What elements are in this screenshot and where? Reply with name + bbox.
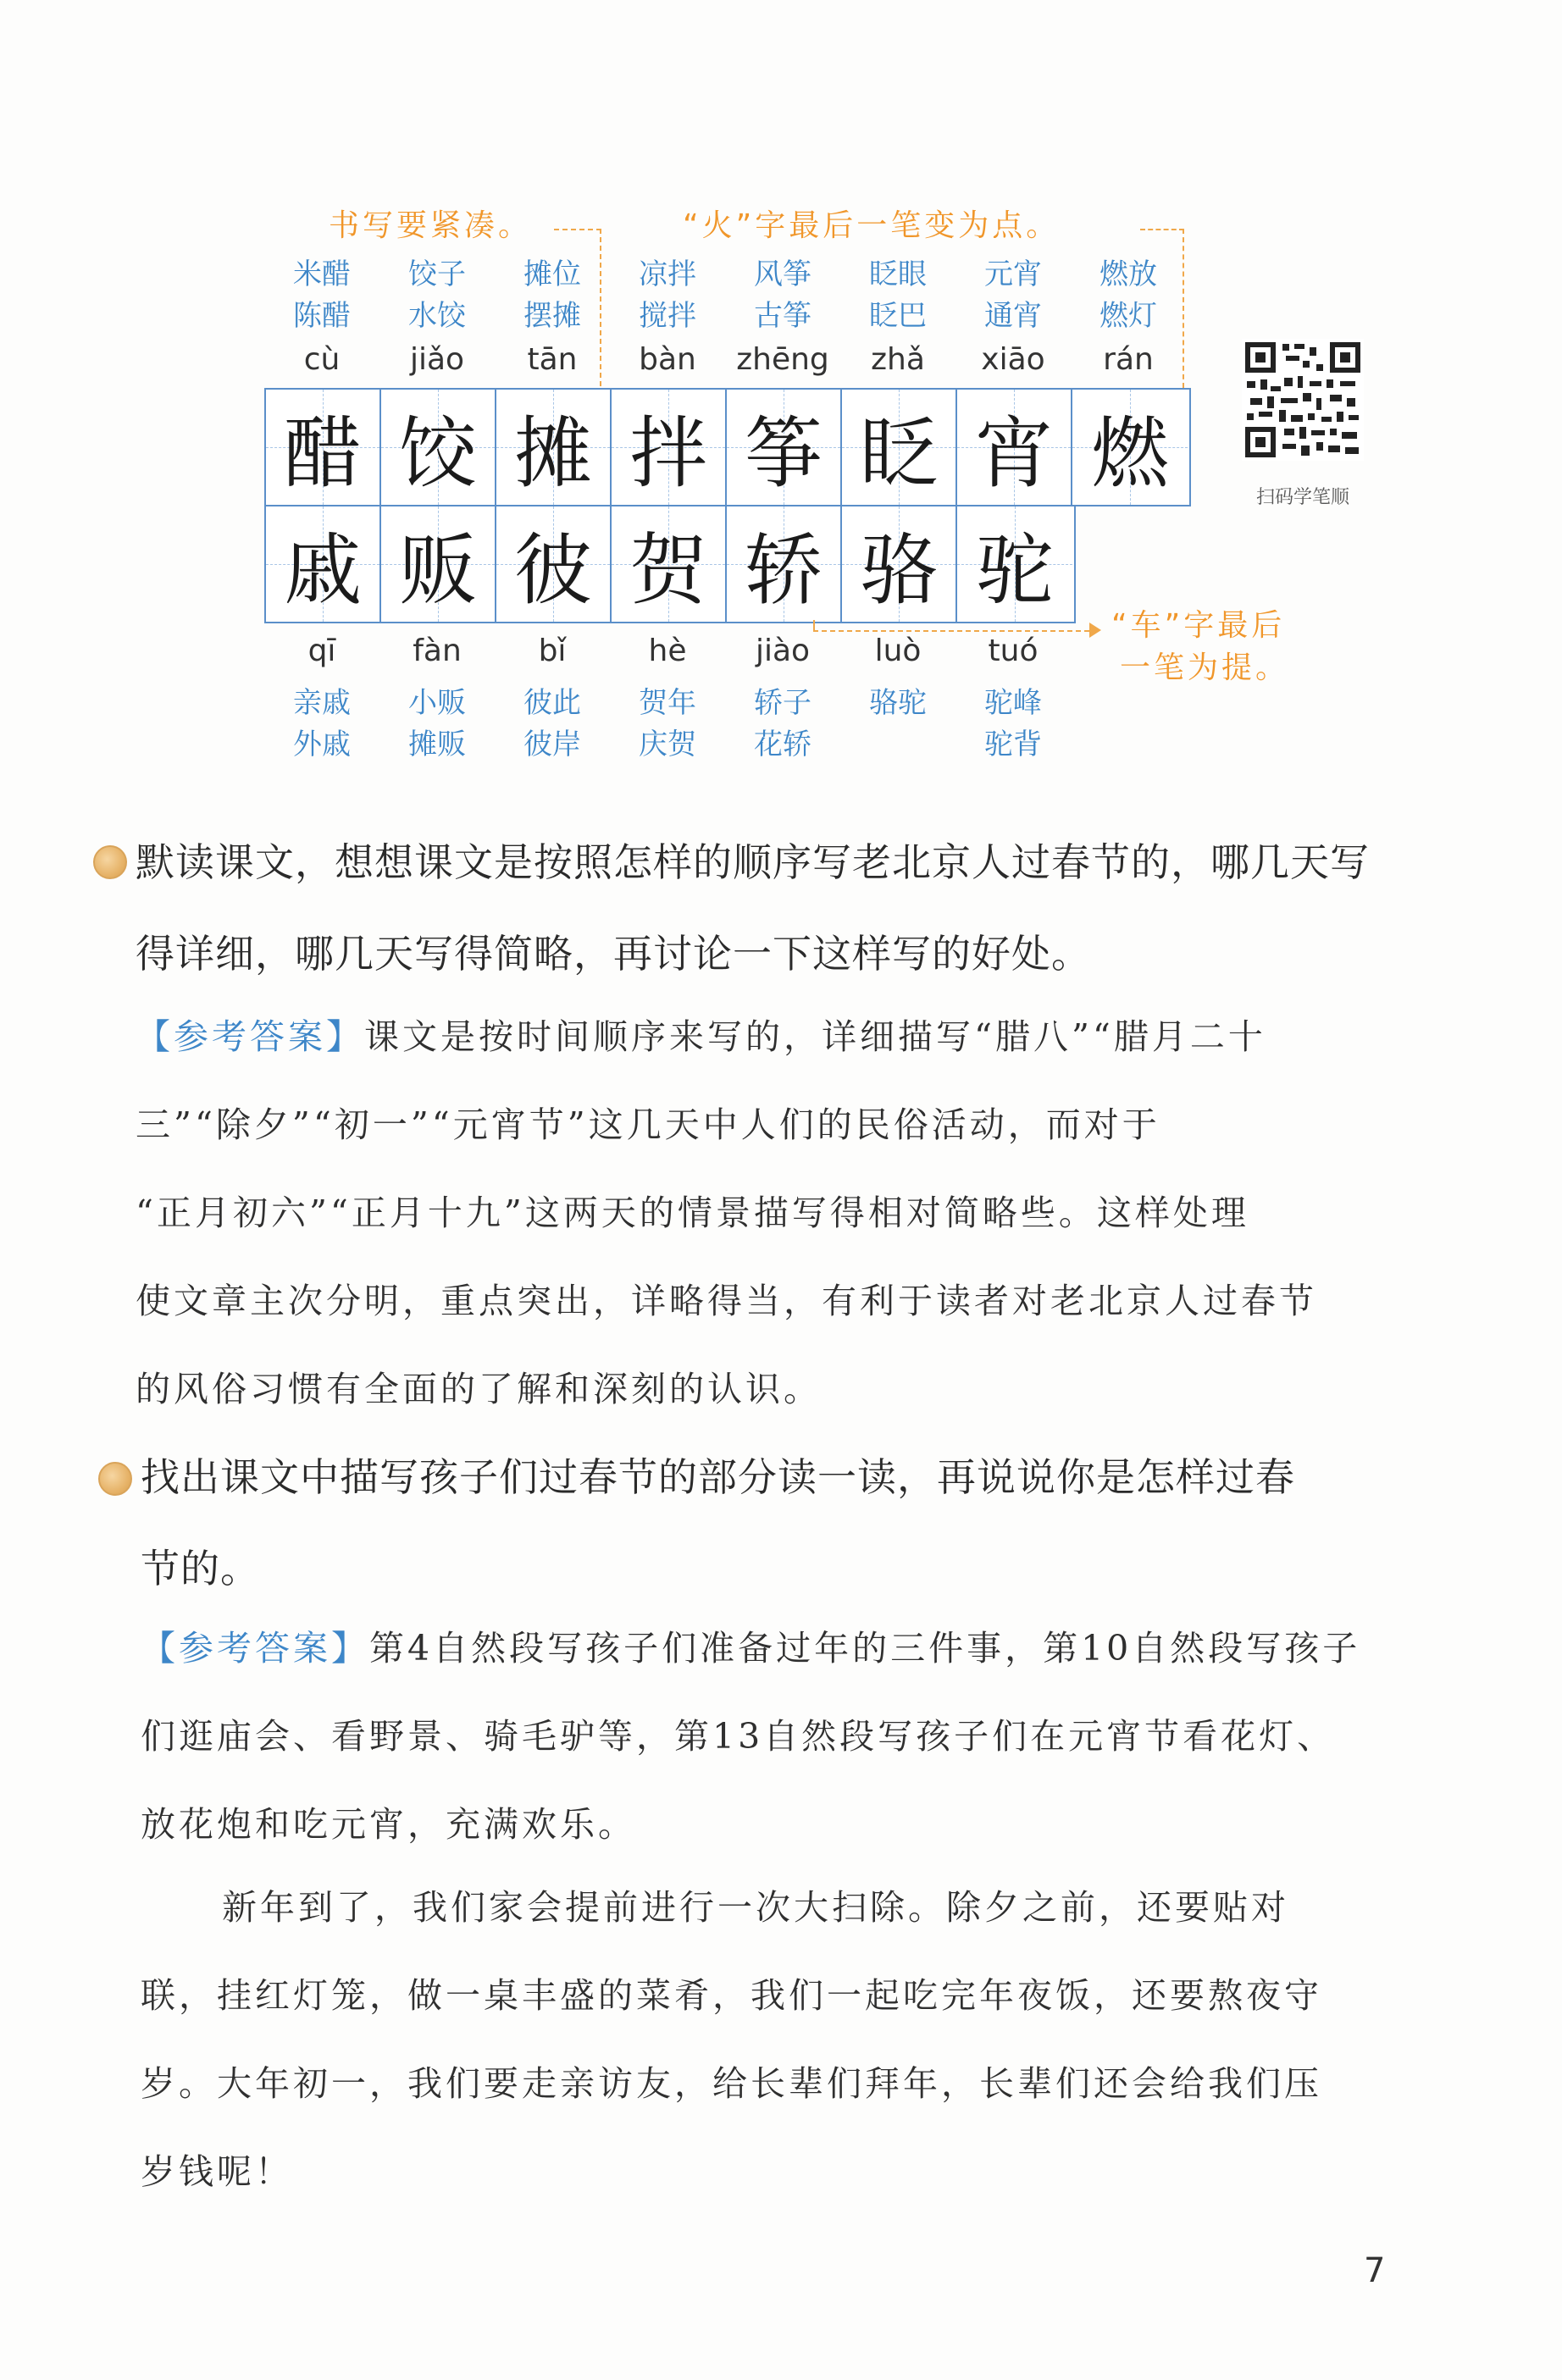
character: 摊 [513,408,592,499]
word: 眨巴 [869,299,927,333]
word-pair [718,254,847,337]
answer-tag: 【参考答案】 [141,1628,369,1669]
word: 贺年 [639,686,696,720]
word: 凉拌 [639,257,696,291]
pinyin: tuó [988,634,1039,668]
word-pair [603,683,732,766]
question-1-line: 得详细，哪几天写得简略，再讨论一下这样写的好处。 [136,931,1091,977]
character-cell [842,506,957,622]
character: 戚 [283,525,362,616]
character-grid-row2 [264,505,1076,623]
essay-line: 岁。大年初一，我们要走亲访友，给长辈们拜年，长辈们还会给我们压 [141,2063,1322,2104]
pinyin: bǐ [538,634,567,668]
word: 彼此 [523,686,581,720]
word: 搅拌 [639,299,696,333]
pinyin: fàn [413,634,462,668]
character-cell [957,506,1072,622]
pinyin: qī [307,634,336,668]
question-1-line: 默读课文，想想课文是按照怎样的顺序写老北京人过春节的，哪几天写 [136,839,1370,885]
sample-essay [141,1863,1462,2216]
answer-2-line: 放花炮和吃元宵，充满欢乐。 [141,1804,636,1845]
pinyin: tān [527,342,578,377]
word-pair [488,254,617,337]
character: 宵 [974,408,1053,499]
character-grid-row1 [264,388,1191,506]
note-fire-stroke: “火”字最后一笔变为点。 [683,208,1061,243]
character: 骆 [859,525,938,616]
answer-tag: 【参考答案】 [136,1016,364,1057]
character-cell [957,390,1072,505]
word: 燃灯 [1099,299,1157,333]
word: 燃放 [1099,257,1157,291]
word-pair [373,254,501,337]
character: 筝 [744,408,823,499]
answer-2 [141,1604,1462,1868]
answer-2-line: 第4自然段写孩子们准备过年的三件事，第10自然段写孩子 [369,1628,1361,1669]
character: 彼 [513,525,592,616]
note-guide-line [813,620,815,630]
pinyin: rán [1103,342,1154,377]
answer-1-line: 课文是按时间顺序来写的，详细描写“腊八”“腊月二十 [364,1016,1266,1057]
word: 骆驼 [869,686,927,720]
word-pair [718,683,847,766]
question-bullet-icon [98,1462,132,1496]
word-pair [488,683,617,766]
word: 饺子 [408,257,466,291]
word: 亲戚 [293,686,351,720]
word: 花轿 [754,728,811,761]
answer-1-line: 使文章主次分明，重点突出，详略得当，有利于读者对老北京人过春节 [136,1281,1317,1321]
character-cell [842,390,957,505]
essay-line: 新年到了，我们家会提前进行一次大扫除。除夕之前，还要贴对 [222,1887,1289,1928]
answer-1-line: 三”“除夕”“初一”“元宵节”这几天中人们的民俗活动，而对于 [136,1104,1160,1145]
note-guide-line [813,630,1089,632]
character-cell [612,506,727,622]
character: 眨 [859,408,938,499]
question-2-line: 节的。 [141,1546,260,1591]
qr-code[interactable] [1242,339,1364,461]
question-1 [136,816,1457,999]
word-pair [1064,254,1193,337]
question-bullet-icon [93,845,127,879]
word: 眨眼 [869,257,927,291]
word: 小贩 [408,686,466,720]
word: 摊位 [523,257,581,291]
note-guide-line [554,229,601,230]
word: 古筝 [754,299,811,333]
note-arrow-icon [1089,623,1101,638]
pinyin: hè [648,634,687,668]
note-car-stroke-line2: 一笔为提。 [1120,650,1290,685]
word: 陈醋 [293,299,351,333]
character: 燃 [1090,408,1169,499]
word: 元宵 [984,257,1042,291]
word: 通宵 [984,299,1042,333]
character-cell [381,390,496,505]
character: 轿 [744,525,823,616]
character-cell [612,390,727,505]
word-pair [603,254,732,337]
question-2-line: 找出课文中描写孩子们过春节的部分读一读，再说说你是怎样过春 [141,1454,1295,1500]
word-pair [258,254,386,337]
word: 水饺 [408,299,466,333]
character: 驼 [975,525,1054,616]
character-cell [266,506,381,622]
note-car-stroke-line1: “车”字最后 [1111,608,1286,643]
word: 风筝 [754,257,811,291]
character-cell [496,506,612,622]
character-cell [496,390,612,505]
answer-2-line: 们逛庙会、看野景、骑毛驴等，第13自然段写孩子们在元宵节看花灯、 [141,1716,1336,1757]
character-cell [381,506,496,622]
word: 米醋 [293,257,351,291]
word: 摆摊 [523,299,581,333]
word: 驼背 [984,728,1042,761]
character-cell [727,390,842,505]
word-pair [834,254,962,337]
word: 彼岸 [523,728,581,761]
character-cell [727,506,842,622]
pinyin: jiào [755,634,811,668]
note-writing-compact: 书写要紧凑。 [329,208,533,243]
character: 贩 [398,525,477,616]
word: 摊贩 [408,728,466,761]
word: 庆贺 [639,728,696,761]
word: 外戚 [293,728,351,761]
pinyin: bàn [639,342,696,377]
character: 醋 [283,408,362,499]
word-pair [373,683,501,766]
word: 轿子 [754,686,811,720]
character: 贺 [629,525,707,616]
word-pair [258,683,386,766]
word-pair [834,683,962,724]
answer-1-line: “正月初六”“正月十九”这两天的情景描写得相对简略些。这样处理 [136,1193,1249,1233]
character: 饺 [398,408,477,499]
pinyin: xiāo [981,342,1045,377]
word-pair [949,683,1077,766]
character: 拌 [629,408,707,499]
essay-line: 联，挂红灯笼，做一桌丰盛的菜肴，我们一起吃完年夜饭，还要熬夜守 [141,1975,1322,2016]
character-cell [266,390,381,505]
qr-label: 扫码学笔顺 [1255,487,1349,508]
question-2 [141,1431,1462,1614]
answer-1 [136,993,1457,1433]
answer-1-line: 的风俗习惯有全面的了解和深刻的认识。 [136,1369,822,1409]
note-guide-line [1140,229,1184,230]
word: 驼峰 [984,686,1042,720]
pinyin: jiǎo [409,342,465,377]
character-cell [1072,390,1188,505]
pinyin: cù [303,342,341,377]
page-number: 7 [1364,2251,1386,2290]
essay-line: 岁钱呢！ [141,2151,293,2192]
pinyin: zhēng [736,342,829,377]
pinyin: luò [874,634,922,668]
word-pair [949,254,1077,337]
pinyin: zhǎ [871,342,925,377]
